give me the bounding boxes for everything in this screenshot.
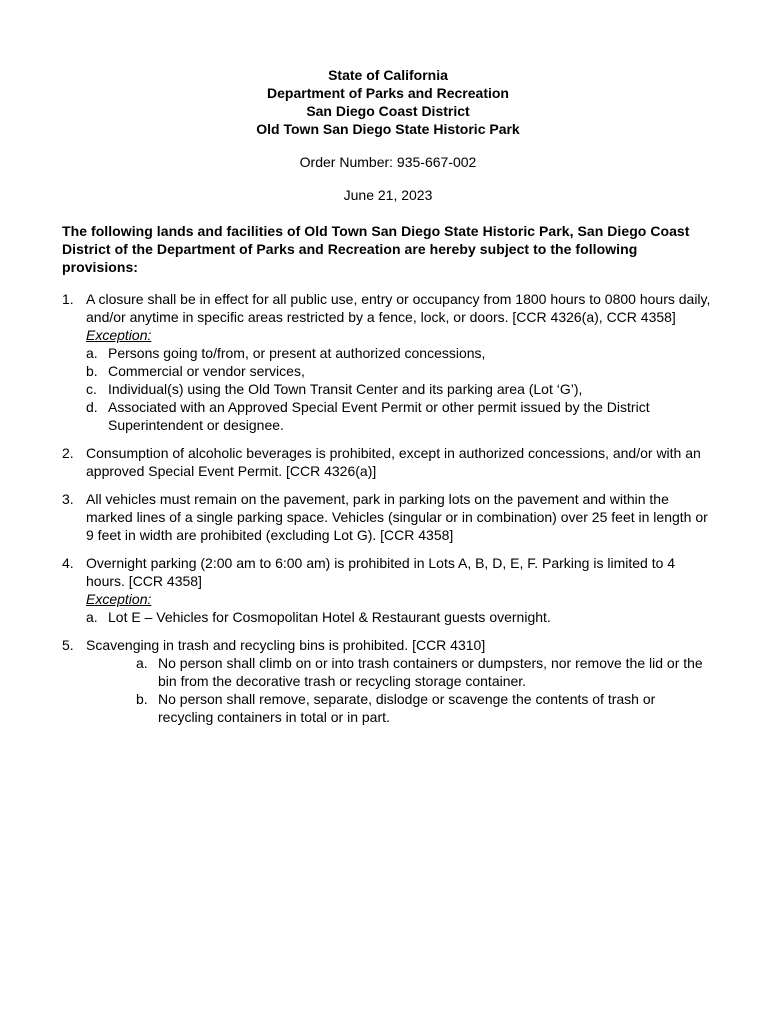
provision-number: 5. [62, 637, 74, 653]
provision-text: Consumption of alcoholic beverages is prohibited, except in authorized concessions, and/or with an approved Special Event Permit. [CCR 4326(a)] [86, 445, 701, 479]
sub-item-text: Persons going to/from, or present at authorized concessions, [108, 345, 486, 361]
provision-number: 2. [62, 445, 74, 461]
sub-item-letter: b. [136, 691, 148, 707]
provision-item [62, 490, 714, 544]
intro-paragraph: The following lands and facilities of Old Town San Diego State Historic Park, San Diego Coast District of the Department of Parks and Recreation are hereby subject to the following provisions: [62, 223, 690, 275]
sub-item-text: Lot E – Vehicles for Cosmopolitan Hotel & Restaurant guests overnight. [108, 609, 551, 625]
sub-item-text: Associated with an Approved Special Event Permit or other permit issued by the District Superintendent or designee. [108, 399, 650, 433]
sub-item [136, 690, 714, 726]
exception-list [86, 344, 714, 434]
sub-item-letter: b. [86, 363, 98, 379]
provision-number: 3. [62, 491, 74, 507]
provision-item [62, 290, 714, 434]
document-header [62, 66, 714, 138]
sub-item [86, 380, 714, 398]
sub-item-letter: d. [86, 399, 98, 415]
provision-item [62, 554, 714, 626]
sub-provision-list [86, 654, 714, 726]
header-state: State of California [328, 67, 448, 83]
header-district: San Diego Coast District [306, 103, 470, 119]
provision-item [62, 444, 714, 480]
sub-item [86, 398, 714, 434]
exception-label: Exception: [86, 327, 152, 343]
sub-item-text: Individual(s) using the Old Town Transit Center and its parking area (Lot ‘G’), [108, 381, 583, 397]
provision-text: A closure shall be in effect for all public use, entry or occupancy from 1800 hours to 0800 hours daily, and/or anytime in specific areas restricted by a fence, lock, or doors. [CCR 4326(a), CCR 4358] [86, 291, 711, 325]
provision-number: 4. [62, 555, 74, 571]
sub-item-text: No person shall climb on or into trash containers or dumpsters, nor remove the lid or the bin from the decorative trash or recycling storage container. [158, 655, 703, 689]
sub-item-letter: a. [86, 609, 98, 625]
sub-item-text: Commercial or vendor services, [108, 363, 305, 379]
provision-text: Overnight parking (2:00 am to 6:00 am) is prohibited in Lots A, B, D, E, F. Parking is limited to 4 hours. [CCR 4358] [86, 555, 676, 589]
order-number: Order Number: 935-667-002 [299, 154, 477, 170]
sub-item-letter: a. [136, 655, 148, 671]
header-park: Old Town San Diego State Historic Park [256, 121, 520, 137]
header-department: Department of Parks and Recreation [267, 85, 509, 101]
sub-item [86, 362, 714, 380]
exception-label: Exception: [86, 591, 152, 607]
sub-item-letter: a. [86, 345, 98, 361]
provision-number: 1. [62, 291, 74, 307]
order-date: June 21, 2023 [343, 187, 433, 203]
provision-text: Scavenging in trash and recycling bins is prohibited. [CCR 4310] [86, 637, 486, 653]
document-page [62, 66, 714, 736]
provision-text: All vehicles must remain on the pavement, park in parking lots on the pavement and within the marked lines of a single parking space. Vehicles (singular or in combination) over 25 feet in length or 9 feet in width are prohibited (excluding Lot G). [CCR 4358] [86, 491, 708, 543]
sub-item-letter: c. [86, 381, 97, 397]
exception-list [86, 608, 714, 626]
sub-item [86, 344, 714, 362]
provision-item [62, 636, 714, 726]
sub-item [136, 654, 714, 690]
sub-item [86, 608, 714, 626]
sub-item-text: No person shall remove, separate, dislodge or scavenge the contents of trash or recycling containers in total or in part. [158, 691, 656, 725]
provisions-list [62, 290, 714, 726]
